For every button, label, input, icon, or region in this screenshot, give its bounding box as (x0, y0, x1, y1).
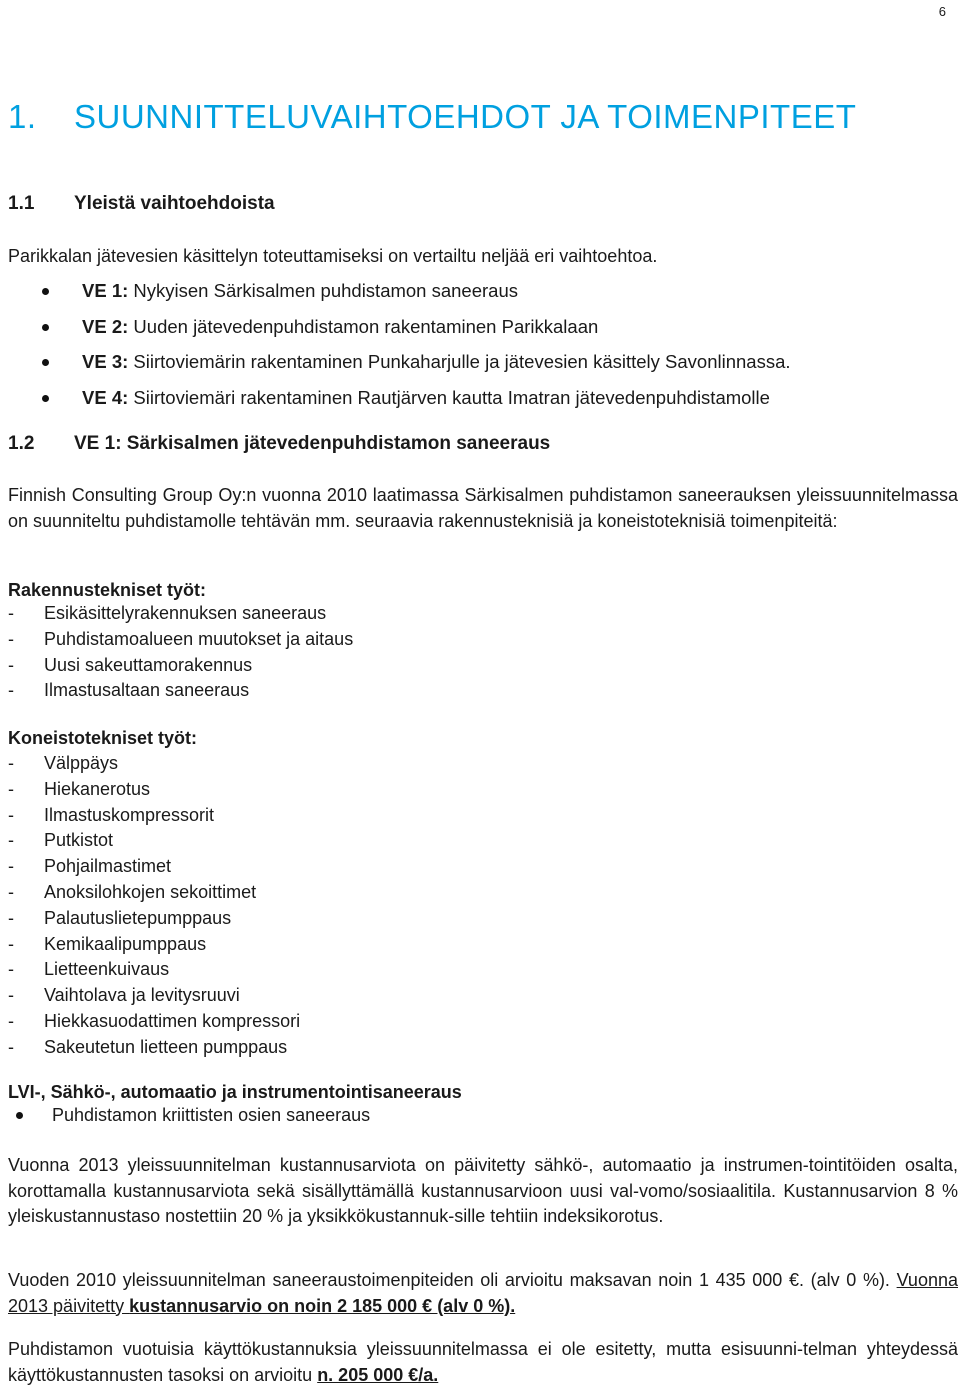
construction-list (0, 601, 353, 704)
section-number: 1.2 (8, 433, 35, 454)
option-item (0, 351, 791, 387)
option-item (0, 387, 791, 423)
chapter-heading (8, 98, 856, 136)
option-label: VE 1: (82, 280, 129, 301)
option-text: Siirtoviemäri rakentaminen Rautjärven kautta Imatran jätevedenpuhdistamolle (128, 386, 770, 408)
bullet-icon (42, 359, 49, 366)
list-item: - Kemikaalipumppaus (8, 933, 207, 954)
bullet-icon (16, 1112, 23, 1119)
operating-cost-value: n. 205 000 €/a. (317, 1364, 439, 1385)
lvi-heading: LVI-, Sähkö-, automaatio ja instrumentointisaneeraus (8, 1082, 462, 1102)
updated-cost-value: kustannusarvio on noin 2 185 000 € (alv 0 %). (129, 1295, 516, 1316)
operating-cost-paragraph: Puhdistamon vuotuisia käyttökustannuksia yleissuunnitelmassa ei ole esitetty, mutta esisuunni-telman yhteydessä käyttökustannusten tasoksi on arvioitu n. 205 000 €/a. (8, 1339, 958, 1385)
list-item: - Palautuslietepumppaus (8, 907, 232, 928)
bullet-icon (42, 324, 49, 331)
list-item: - Hiekanerotus (8, 778, 151, 799)
updated-cost-text: Vuonna 2013 päivitetty (8, 1270, 958, 1316)
list-item: - Välppäys (8, 753, 119, 773)
chapter-title: SUUNNITTELUVAIHTOEHDOT JA TOIMENPITEET (74, 98, 857, 135)
list-item: - Lietteenkuivaus (8, 959, 170, 980)
list-item: - Uusi sakeuttamorakennus (8, 654, 253, 675)
section-title: Yleistä vaihtoehdoista (74, 193, 275, 214)
machinery-heading: Koneistotekniset työt: (8, 728, 198, 748)
option-item (0, 280, 791, 316)
list-item: - Anoksilohkojen sekoittimet (8, 881, 257, 902)
option-text: Uuden jätevedenpuhdistamon rakentaminen Parikkalaan (128, 315, 599, 337)
construction-heading: Rakennustekniset työt: (8, 580, 207, 600)
option-item (0, 316, 791, 352)
list-item: - Pohjailmastimet (8, 856, 172, 877)
section-title: VE 1: Särkisalmen jätevedenpuhdistamon saneeraus (74, 433, 551, 454)
option-label: VE 4: (82, 386, 129, 408)
list-item: Puhdistamon kriittisten osien saneeraus (0, 1105, 370, 1126)
list-item: - Esikäsittelyrakennuksen saneeraus (8, 603, 327, 623)
option-label: VE 3: (82, 351, 129, 372)
list-item: - Sakeutetun lietteen pumppaus (8, 1036, 288, 1057)
option-text: Nykyisen Särkisalmen puhdistamon saneeraus (128, 280, 519, 301)
option-text: Siirtoviemärin rakentaminen Punkaharjulle ja jätevesien käsittely Savonlinnassa. (128, 351, 791, 372)
list-item: - Putkistot (8, 830, 114, 851)
consulting-paragraph: Finnish Consulting Group Oy:n vuonna 2010 laatimassa Särkisalmen puhdistamon saneerauksen yleissuunnitelmassa on suunniteltu puhdistamolle tehtävän mm. seuraavia rakennusteknisiä ja koneistoteknisiä toimenpiteitä: (8, 485, 958, 531)
section-heading-1-2 (8, 433, 550, 455)
option-label: VE 2: (82, 315, 129, 337)
page-number: 6 (938, 4, 946, 19)
options-list (0, 280, 791, 422)
list-item: - Vaihtolava ja levitysruuvi (8, 985, 240, 1006)
section-number: 1.1 (8, 193, 35, 214)
chapter-number: 1. (8, 98, 37, 135)
bullet-icon (42, 395, 49, 402)
bullet-icon (42, 288, 49, 295)
machinery-list (0, 751, 300, 1061)
section-heading-1-1 (8, 193, 275, 215)
list-item: - Ilmastuskompressorit (8, 804, 215, 825)
lvi-list (0, 1105, 370, 1126)
list-item: - Hiekkasuodattimen kompressori (8, 1010, 301, 1031)
list-item: - Puhdistamoalueen muutokset ja aitaus (8, 628, 354, 649)
update-2013-paragraph: Vuonna 2013 yleissuunnitelman kustannusarviota on päivitetty sähkö-, automaatio ja instrumen-tointitöiden osalta, korottamalla kustannusarviota sekä sisällyttämällä kustannusarvioon uusi val-vomo/sosiaalitila. Kustannusarvion 8 % yleiskustannustaso nostettiin 20 % ja yksikkökustannuk-sille tehtiin indeksikorotus. (8, 1155, 958, 1226)
cost-estimate-paragraph: Vuoden 2010 yleissuunnitelman saneeraustoimenpiteiden oli arvioitu maksavan noin 1 435 000 €. (alv 0 %). Vuonna 2013 päivitetty kustannusarvio on noin 2 185 000 € (alv 0 %). (8, 1270, 958, 1316)
intro-paragraph: Parikkalan jätevesien käsittelyn toteuttamiseksi on vertailtu neljää eri vaihtoehtoa. (8, 246, 658, 266)
list-item: - Ilmastusaltaan saneeraus (8, 680, 250, 701)
